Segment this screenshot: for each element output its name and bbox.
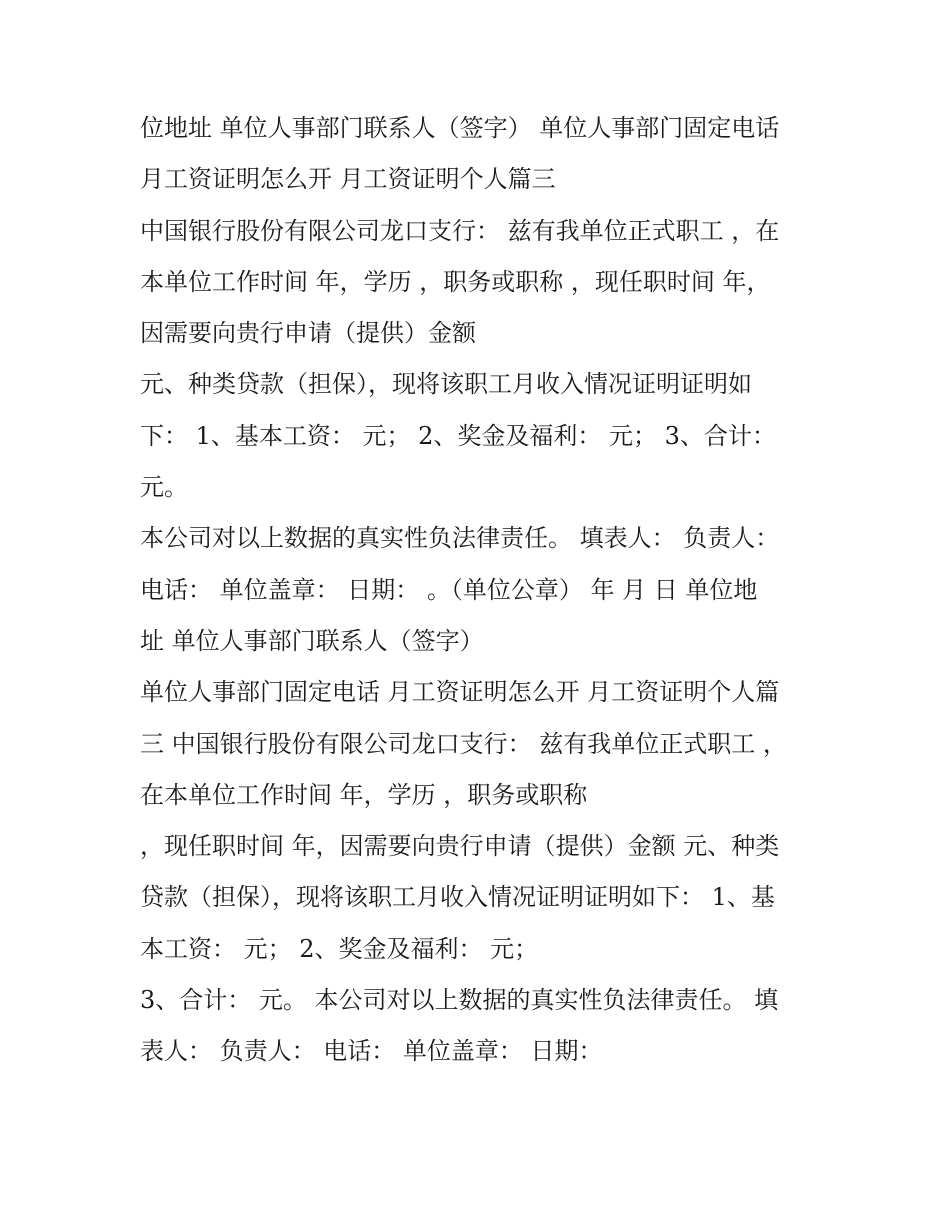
text-line: ，现任职时间 年，因需要向贵行申请（提供）金额 元、种类 bbox=[140, 832, 780, 861]
text-line: 元、种类贷款（担保），现将该职工月收入情况证明证明如 bbox=[140, 370, 752, 399]
text-line: 中国银行股份有限公司龙口支行： 兹有我单位正式职工 ，在 bbox=[140, 216, 780, 245]
text-line: 因需要向贵行申请（提供）金额 bbox=[140, 319, 476, 348]
text-line: 单位人事部门固定电话 月工资证明怎么开 月工资证明个人篇 bbox=[140, 678, 780, 707]
text-line: 下： 1、基本工资： 元； 2、奖金及福利： 元； 3、合计： bbox=[140, 421, 776, 450]
text-line: 月工资证明怎么开 月工资证明个人篇三 bbox=[140, 165, 556, 194]
text-line: 3、合计： 元。 本公司对以上数据的真实性负法律责任。 填 bbox=[140, 986, 779, 1015]
text-line: 三 中国银行股份有限公司龙口支行： 兹有我单位正式职工 ， bbox=[140, 729, 787, 758]
text-line: 址 单位人事部门联系人（签字） bbox=[140, 626, 484, 655]
text-line: 本公司对以上数据的真实性负法律责任。 填表人： 负责人： bbox=[140, 524, 780, 553]
text-line: 贷款（担保），现将该职工月收入情况证明证明如下： 1、基 bbox=[140, 883, 775, 912]
text-line: 表人： 负责人： 电话： 单位盖章： 日期： bbox=[140, 1037, 603, 1066]
text-line: 电话： 单位盖章： 日期： 。（单位公章） 年 月 日 单位地 bbox=[140, 575, 758, 604]
document-body bbox=[140, 103, 820, 1078]
text-line: 本工资： 元； 2、奖金及福利： 元； bbox=[140, 934, 539, 963]
text-line: 元。 bbox=[140, 473, 188, 502]
text-line: 本单位工作时间 年，学历 ，职务或职称 ，现任职时间 年， bbox=[140, 267, 771, 296]
text-line: 在本单位工作时间 年，学历 ，职务或职称 bbox=[140, 780, 588, 809]
text-line: 位地址 单位人事部门联系人（签字） 单位人事部门固定电话 bbox=[140, 114, 780, 142]
